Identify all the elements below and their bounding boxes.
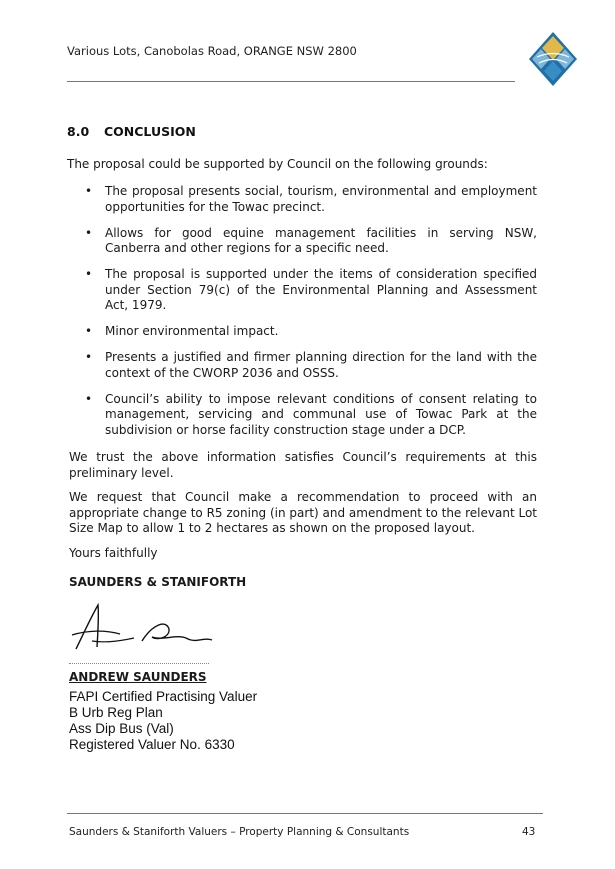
- handwritten-signature: [68, 597, 218, 659]
- list-item: • Allows for good equine management facilities in serving NSW, Canberra and other regions for a specific need.: [85, 225, 537, 255]
- qualification: Registered Valuer No. 6330: [69, 737, 235, 752]
- intro-text: The proposal could be supported by Council on the following grounds:: [67, 157, 488, 171]
- list-item: • Council’s ability to impose relevant conditions of consent relating to management, servicing and communal use of Towac Park at the subdivision or horse facility construction stage under a DCP.: [85, 391, 537, 437]
- bullet-icon: •: [85, 225, 93, 240]
- qualification: B Urb Reg Plan: [69, 705, 163, 720]
- firm-name: SAUNDERS & STANIFORTH: [69, 575, 247, 589]
- list-item: • The proposal is supported under the items of consideration specified under Section 79(c) of the Environmental Planning and Assessment Act, 1979.: [85, 267, 537, 312]
- paragraph: We request that Council make a recommendation to proceed with an appropriate change to R5 zoning (in part) and amendment to the relevant Lot Size Map to allow 1 to 2 hectares as shown on the proposed layout.: [69, 490, 537, 535]
- bullet-icon: •: [85, 267, 93, 281]
- header-rule: [67, 81, 515, 82]
- section-number: 8.0: [67, 124, 90, 139]
- footer-rule: [67, 813, 543, 814]
- list-item: • Minor environmental impact.: [85, 324, 279, 338]
- bullet-icon: •: [85, 350, 93, 364]
- paragraph: We trust the above information satisfies Council’s requirements at this preliminary level.: [69, 450, 537, 480]
- qualification: FAPI Certified Practising Valuer: [69, 689, 258, 704]
- qualification: Ass Dip Bus (Val): [69, 721, 174, 736]
- list-item: • The proposal presents social, tourism, environmental and employment opportunities for the Towac precinct.: [85, 184, 537, 214]
- section-heading: [67, 124, 196, 139]
- signature-line: [69, 663, 209, 664]
- bullet-icon: •: [85, 184, 93, 198]
- company-logo: [527, 30, 579, 88]
- header-address: Various Lots, Canobolas Road, ORANGE NSW 2800: [67, 44, 357, 58]
- grounds-list: [85, 184, 537, 449]
- footer-text: Saunders & Staniforth Valuers – Property Planning & Consultants: [69, 826, 410, 838]
- qualifications: [69, 689, 257, 753]
- signatory-name: ANDREW SAUNDERS: [69, 670, 207, 684]
- list-item: • Presents a justified and firmer planning direction for the land with the context of the CWORP 2036 and OSSS.: [85, 350, 537, 380]
- closing-line: Yours faithfully: [69, 546, 158, 560]
- page-number: 43: [522, 826, 536, 838]
- bullet-icon: •: [85, 324, 93, 338]
- bullet-icon: •: [85, 391, 93, 406]
- section-title: CONCLUSION: [104, 124, 196, 139]
